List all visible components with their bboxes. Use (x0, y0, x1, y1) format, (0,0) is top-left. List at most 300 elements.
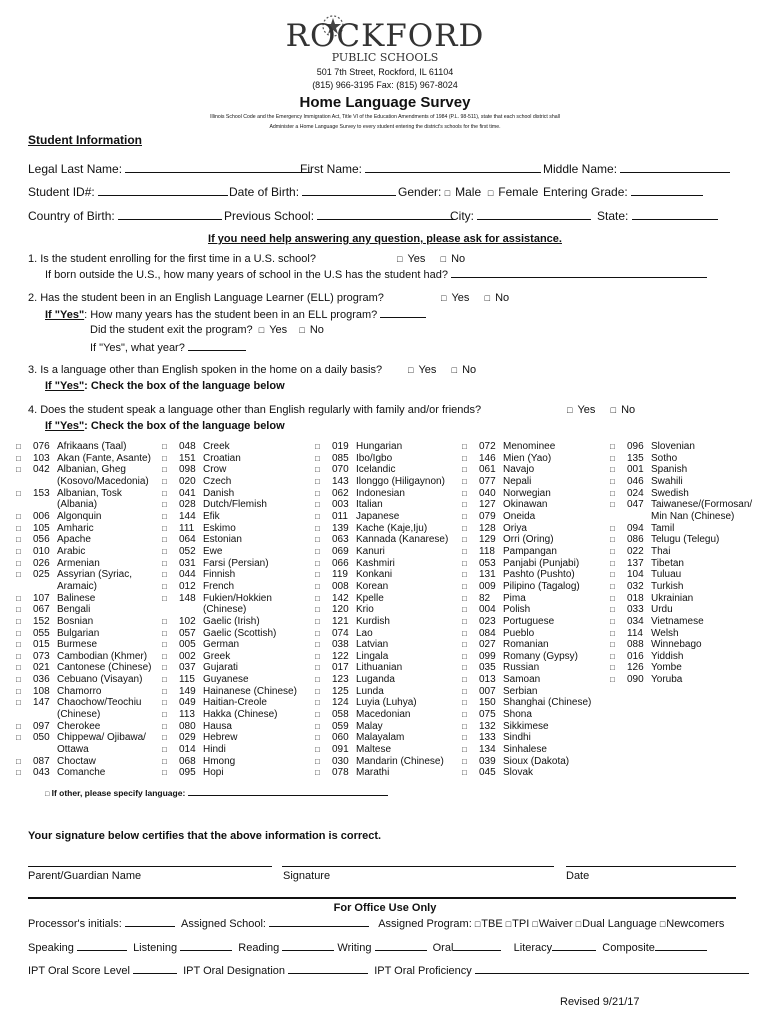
language-item[interactable] (315, 697, 448, 709)
q1-yes-checkbox-icon[interactable]: □ (397, 254, 403, 264)
language-item[interactable] (315, 488, 448, 500)
q1-years-field[interactable] (451, 268, 707, 278)
language-checkbox-icon[interactable]: □ (462, 686, 467, 696)
language-item[interactable] (162, 732, 297, 744)
processor-field[interactable] (125, 917, 175, 927)
language-item[interactable] (16, 441, 152, 453)
language-checkbox-icon[interactable]: □ (462, 640, 467, 650)
language-checkbox-icon[interactable]: □ (16, 523, 21, 533)
language-item[interactable] (462, 767, 591, 779)
language-checkbox-icon[interactable]: □ (462, 651, 467, 661)
middle-name-field[interactable] (620, 163, 730, 173)
language-checkbox-icon[interactable]: □ (16, 605, 21, 615)
language-item[interactable] (462, 511, 591, 523)
language-checkbox-icon[interactable]: □ (162, 442, 167, 451)
language-item[interactable] (162, 709, 297, 721)
language-checkbox-icon[interactable]: □ (462, 546, 467, 556)
language-item[interactable] (462, 593, 591, 605)
newcomers-checkbox-icon[interactable]: □ (659, 919, 666, 929)
language-item[interactable] (162, 546, 297, 558)
language-checkbox-icon[interactable]: □ (16, 570, 21, 580)
language-checkbox-icon[interactable]: □ (162, 476, 167, 486)
language-item[interactable] (315, 721, 448, 733)
language-item[interactable] (462, 499, 591, 511)
language-item[interactable] (315, 511, 448, 523)
language-item[interactable] (315, 546, 448, 558)
oral-field[interactable] (453, 941, 501, 951)
language-checkbox-icon[interactable]: □ (16, 535, 21, 545)
language-checkbox-icon[interactable]: □ (315, 733, 320, 743)
language-checkbox-icon[interactable]: □ (315, 488, 320, 498)
language-checkbox-icon[interactable]: □ (315, 581, 320, 591)
language-checkbox-icon[interactable]: □ (315, 593, 320, 603)
language-checkbox-icon[interactable]: □ (610, 453, 615, 463)
language-item[interactable] (610, 558, 752, 570)
language-item[interactable] (315, 558, 448, 570)
language-item[interactable] (16, 674, 152, 686)
language-item[interactable] (610, 499, 752, 511)
language-checkbox-icon[interactable]: □ (16, 698, 21, 708)
legal-last-name-field[interactable] (125, 163, 311, 173)
language-item[interactable] (462, 756, 591, 768)
language-item[interactable] (162, 756, 297, 768)
language-item[interactable] (162, 721, 297, 733)
language-item[interactable] (16, 651, 152, 663)
language-item[interactable] (315, 604, 448, 616)
language-checkbox-icon[interactable]: □ (462, 768, 467, 778)
language-item[interactable] (162, 744, 297, 756)
language-item[interactable] (462, 453, 591, 465)
language-item[interactable] (610, 546, 752, 558)
language-item[interactable] (462, 558, 591, 570)
entering-grade-field[interactable] (631, 186, 703, 196)
language-item[interactable] (162, 441, 297, 453)
language-item[interactable] (315, 756, 448, 768)
language-checkbox-icon[interactable]: □ (315, 768, 320, 778)
language-item[interactable] (610, 569, 752, 581)
language-checkbox-icon[interactable]: □ (16, 733, 21, 743)
language-checkbox-icon[interactable]: □ (162, 570, 167, 580)
language-checkbox-icon[interactable]: □ (16, 768, 21, 778)
language-checkbox-icon[interactable]: □ (162, 535, 167, 545)
literacy-field[interactable] (552, 941, 596, 951)
student-id-field[interactable] (98, 186, 228, 196)
language-checkbox-icon[interactable]: □ (162, 710, 167, 720)
language-checkbox-icon[interactable]: □ (315, 442, 320, 451)
language-item[interactable] (16, 593, 152, 605)
language-checkbox-icon[interactable]: □ (315, 500, 320, 510)
language-checkbox-icon[interactable]: □ (462, 756, 467, 766)
language-checkbox-icon[interactable]: □ (315, 675, 320, 685)
language-checkbox-icon[interactable]: □ (315, 663, 320, 673)
language-item[interactable] (315, 744, 448, 756)
first-name-field[interactable] (365, 163, 541, 173)
language-checkbox-icon[interactable]: □ (162, 663, 167, 673)
language-checkbox-icon[interactable]: □ (610, 500, 615, 510)
language-checkbox-icon[interactable]: □ (610, 663, 615, 673)
language-item[interactable] (315, 593, 448, 605)
language-checkbox-icon[interactable]: □ (462, 535, 467, 545)
language-item[interactable] (162, 616, 297, 628)
language-checkbox-icon[interactable]: □ (462, 488, 467, 498)
language-checkbox-icon[interactable]: □ (16, 593, 21, 603)
language-checkbox-icon[interactable]: □ (462, 453, 467, 463)
language-item[interactable] (162, 662, 297, 674)
language-item[interactable] (16, 732, 152, 744)
language-checkbox-icon[interactable]: □ (162, 675, 167, 685)
language-checkbox-icon[interactable]: □ (315, 616, 320, 626)
other-language-checkbox-icon[interactable]: □ (45, 791, 50, 798)
language-item[interactable] (315, 709, 448, 721)
speaking-field[interactable] (77, 941, 127, 951)
language-checkbox-icon[interactable]: □ (16, 663, 21, 673)
composite-field[interactable] (655, 941, 707, 951)
q2-years-field[interactable] (380, 308, 426, 318)
city-field[interactable] (477, 210, 591, 220)
language-checkbox-icon[interactable]: □ (16, 756, 21, 766)
language-item[interactable] (162, 593, 297, 605)
dual-language-checkbox-icon[interactable]: □ (575, 919, 582, 929)
language-checkbox-icon[interactable]: □ (462, 500, 467, 510)
language-checkbox-icon[interactable]: □ (162, 640, 167, 650)
language-item[interactable] (462, 674, 591, 686)
language-item[interactable] (315, 674, 448, 686)
language-checkbox-icon[interactable]: □ (315, 605, 320, 615)
language-item[interactable] (610, 441, 752, 453)
language-checkbox-icon[interactable]: □ (315, 628, 320, 638)
language-checkbox-icon[interactable]: □ (162, 523, 167, 533)
language-item[interactable] (462, 604, 591, 616)
date-line[interactable] (566, 866, 736, 867)
language-item[interactable] (610, 488, 752, 500)
language-item[interactable] (462, 628, 591, 640)
language-item[interactable] (315, 662, 448, 674)
language-checkbox-icon[interactable]: □ (315, 745, 320, 755)
language-checkbox-icon[interactable]: □ (162, 453, 167, 463)
language-checkbox-icon[interactable]: □ (315, 721, 320, 731)
language-checkbox-icon[interactable]: □ (462, 442, 467, 451)
language-item[interactable] (315, 732, 448, 744)
language-checkbox-icon[interactable]: □ (315, 651, 320, 661)
language-item[interactable] (315, 686, 448, 698)
language-item[interactable] (462, 744, 591, 756)
language-checkbox-icon[interactable]: □ (610, 616, 615, 626)
language-item[interactable] (16, 662, 152, 674)
q4-no-checkbox-icon[interactable]: □ (610, 405, 617, 415)
language-checkbox-icon[interactable]: □ (315, 523, 320, 533)
language-item[interactable] (162, 767, 297, 779)
parent-name-line[interactable] (28, 866, 272, 867)
language-item[interactable] (610, 639, 752, 651)
language-checkbox-icon[interactable]: □ (162, 488, 167, 498)
language-checkbox-icon[interactable]: □ (610, 675, 615, 685)
language-item[interactable] (315, 581, 448, 593)
ipt-score-field[interactable] (133, 964, 177, 974)
language-checkbox-icon[interactable]: □ (610, 535, 615, 545)
language-item[interactable] (16, 511, 152, 523)
language-item[interactable] (16, 756, 152, 768)
language-checkbox-icon[interactable]: □ (315, 570, 320, 580)
language-checkbox-icon[interactable]: □ (16, 640, 21, 650)
language-checkbox-icon[interactable]: □ (462, 733, 467, 743)
language-item[interactable] (462, 523, 591, 535)
language-checkbox-icon[interactable]: □ (315, 535, 320, 545)
language-item[interactable] (16, 604, 152, 616)
language-checkbox-icon[interactable]: □ (462, 745, 467, 755)
state-field[interactable] (632, 210, 718, 220)
language-item[interactable] (610, 476, 752, 488)
language-checkbox-icon[interactable]: □ (462, 710, 467, 720)
language-checkbox-icon[interactable]: □ (610, 628, 615, 638)
language-item[interactable] (610, 604, 752, 616)
language-item[interactable] (462, 709, 591, 721)
q1-no-checkbox-icon[interactable]: □ (440, 254, 447, 264)
country-field[interactable] (118, 210, 222, 220)
tpi-checkbox-icon[interactable]: □ (505, 919, 512, 929)
language-item[interactable] (462, 476, 591, 488)
language-checkbox-icon[interactable]: □ (610, 570, 615, 580)
language-checkbox-icon[interactable]: □ (610, 546, 615, 556)
q3-no-checkbox-icon[interactable]: □ (451, 365, 458, 375)
language-item[interactable] (315, 441, 448, 453)
language-checkbox-icon[interactable]: □ (16, 686, 21, 696)
language-item[interactable] (16, 616, 152, 628)
language-checkbox-icon[interactable]: □ (162, 511, 167, 521)
language-item[interactable] (462, 732, 591, 744)
language-checkbox-icon[interactable]: □ (162, 651, 167, 661)
language-item[interactable] (610, 523, 752, 535)
female-checkbox-icon[interactable]: □ (487, 188, 494, 198)
language-item[interactable] (16, 464, 152, 476)
language-checkbox-icon[interactable]: □ (16, 453, 21, 463)
language-checkbox-icon[interactable]: □ (610, 581, 615, 591)
language-checkbox-icon[interactable]: □ (462, 558, 467, 568)
language-checkbox-icon[interactable]: □ (315, 453, 320, 463)
language-item[interactable] (162, 569, 297, 581)
language-item[interactable] (462, 616, 591, 628)
language-item[interactable] (162, 674, 297, 686)
language-item[interactable] (162, 499, 297, 511)
language-checkbox-icon[interactable]: □ (315, 558, 320, 568)
language-checkbox-icon[interactable]: □ (462, 511, 467, 521)
listening-field[interactable] (180, 941, 232, 951)
language-checkbox-icon[interactable]: □ (462, 465, 467, 475)
language-checkbox-icon[interactable]: □ (162, 558, 167, 568)
language-checkbox-icon[interactable]: □ (16, 721, 21, 731)
language-item[interactable] (16, 534, 152, 546)
language-checkbox-icon[interactable]: □ (610, 442, 615, 451)
language-checkbox-icon[interactable]: □ (462, 523, 467, 533)
language-checkbox-icon[interactable]: □ (162, 686, 167, 696)
language-item[interactable] (462, 686, 591, 698)
language-checkbox-icon[interactable]: □ (16, 558, 21, 568)
language-checkbox-icon[interactable]: □ (462, 476, 467, 486)
language-item[interactable] (162, 534, 297, 546)
language-item[interactable] (162, 639, 297, 651)
language-checkbox-icon[interactable]: □ (610, 465, 615, 475)
language-item[interactable] (462, 569, 591, 581)
language-item[interactable] (162, 697, 297, 709)
language-item[interactable] (315, 523, 448, 535)
language-item[interactable] (315, 453, 448, 465)
language-checkbox-icon[interactable]: □ (162, 733, 167, 743)
language-checkbox-icon[interactable]: □ (162, 616, 167, 626)
language-checkbox-icon[interactable]: □ (162, 721, 167, 731)
language-checkbox-icon[interactable]: □ (610, 651, 615, 661)
language-item[interactable] (610, 581, 752, 593)
ipt-designation-field[interactable] (288, 964, 368, 974)
language-checkbox-icon[interactable]: □ (315, 465, 320, 475)
language-checkbox-icon[interactable]: □ (610, 488, 615, 498)
language-item[interactable] (610, 674, 752, 686)
waiver-checkbox-icon[interactable]: □ (532, 919, 538, 929)
language-checkbox-icon[interactable]: □ (16, 511, 21, 521)
language-item[interactable] (315, 767, 448, 779)
language-item[interactable] (162, 511, 297, 523)
language-item[interactable] (610, 534, 752, 546)
language-item[interactable] (610, 628, 752, 640)
language-checkbox-icon[interactable]: □ (610, 605, 615, 615)
language-checkbox-icon[interactable]: □ (162, 465, 167, 475)
language-checkbox-icon[interactable]: □ (462, 605, 467, 615)
language-checkbox-icon[interactable]: □ (315, 698, 320, 708)
language-checkbox-icon[interactable]: □ (162, 581, 167, 591)
language-checkbox-icon[interactable]: □ (162, 768, 167, 778)
language-item[interactable] (16, 767, 152, 779)
language-checkbox-icon[interactable]: □ (16, 488, 21, 498)
language-checkbox-icon[interactable]: □ (462, 593, 467, 603)
language-item[interactable] (462, 697, 591, 709)
language-checkbox-icon[interactable]: □ (162, 698, 167, 708)
language-item[interactable] (462, 488, 591, 500)
language-item[interactable] (610, 464, 752, 476)
language-item[interactable] (16, 721, 152, 733)
language-checkbox-icon[interactable]: □ (462, 721, 467, 731)
language-checkbox-icon[interactable]: □ (610, 640, 615, 650)
language-checkbox-icon[interactable]: □ (462, 570, 467, 580)
language-checkbox-icon[interactable]: □ (162, 593, 167, 603)
language-checkbox-icon[interactable]: □ (16, 616, 21, 626)
language-item[interactable] (462, 534, 591, 546)
language-checkbox-icon[interactable]: □ (610, 476, 615, 486)
language-checkbox-icon[interactable]: □ (162, 745, 167, 755)
q2-no-checkbox-icon[interactable]: □ (484, 293, 491, 303)
language-checkbox-icon[interactable]: □ (315, 710, 320, 720)
language-item[interactable] (610, 453, 752, 465)
language-item[interactable] (315, 639, 448, 651)
language-item[interactable] (162, 523, 297, 535)
language-item[interactable] (16, 488, 152, 500)
language-item[interactable] (315, 616, 448, 628)
language-item[interactable] (16, 686, 152, 698)
language-checkbox-icon[interactable]: □ (610, 523, 615, 533)
q2-year-field[interactable] (188, 341, 246, 351)
ipt-proficiency-field[interactable] (475, 964, 749, 974)
dob-field[interactable] (302, 186, 396, 196)
other-language-field[interactable] (188, 788, 388, 796)
previous-school-field[interactable] (317, 210, 455, 220)
language-checkbox-icon[interactable]: □ (462, 628, 467, 638)
assigned-school-field[interactable] (269, 917, 369, 927)
male-checkbox-icon[interactable]: □ (444, 188, 451, 198)
language-item[interactable] (315, 569, 448, 581)
q2-yes-checkbox-icon[interactable]: □ (441, 293, 447, 303)
language-item[interactable] (462, 441, 591, 453)
language-checkbox-icon[interactable]: □ (610, 558, 615, 568)
language-checkbox-icon[interactable]: □ (16, 651, 21, 661)
language-item[interactable] (162, 628, 297, 640)
language-item[interactable] (462, 651, 591, 663)
language-item[interactable] (462, 662, 591, 674)
language-item[interactable] (462, 464, 591, 476)
language-item[interactable] (315, 651, 448, 663)
language-checkbox-icon[interactable]: □ (162, 500, 167, 510)
reading-field[interactable] (282, 941, 334, 951)
language-item[interactable] (315, 476, 448, 488)
language-item[interactable] (162, 464, 297, 476)
language-item[interactable] (315, 499, 448, 511)
language-item[interactable] (315, 464, 448, 476)
language-item[interactable] (162, 476, 297, 488)
language-checkbox-icon[interactable]: □ (610, 593, 615, 603)
language-item[interactable] (610, 593, 752, 605)
language-item[interactable] (610, 651, 752, 663)
language-checkbox-icon[interactable]: □ (315, 476, 320, 486)
language-item[interactable] (16, 523, 152, 535)
language-item[interactable] (462, 721, 591, 733)
language-item[interactable] (162, 558, 297, 570)
language-checkbox-icon[interactable]: □ (16, 675, 21, 685)
language-checkbox-icon[interactable]: □ (315, 686, 320, 696)
language-item[interactable] (610, 616, 752, 628)
language-item[interactable] (162, 581, 297, 593)
language-item[interactable] (462, 639, 591, 651)
language-checkbox-icon[interactable]: □ (16, 442, 21, 451)
language-checkbox-icon[interactable]: □ (16, 628, 21, 638)
language-item[interactable] (162, 686, 297, 698)
language-checkbox-icon[interactable]: □ (162, 628, 167, 638)
language-item[interactable] (315, 534, 448, 546)
language-item[interactable] (162, 651, 297, 663)
q2-exit-yes-checkbox-icon[interactable]: □ (258, 325, 265, 335)
q2-exit-no-checkbox-icon[interactable]: □ (299, 325, 305, 335)
language-checkbox-icon[interactable]: □ (315, 546, 320, 556)
language-item[interactable] (462, 581, 591, 593)
language-checkbox-icon[interactable]: □ (315, 640, 320, 650)
language-checkbox-icon[interactable]: □ (462, 675, 467, 685)
writing-field[interactable] (375, 941, 427, 951)
language-checkbox-icon[interactable]: □ (162, 546, 167, 556)
language-checkbox-icon[interactable]: □ (462, 616, 467, 626)
language-item[interactable] (162, 453, 297, 465)
language-item[interactable] (315, 628, 448, 640)
language-item[interactable] (16, 628, 152, 640)
language-checkbox-icon[interactable]: □ (315, 756, 320, 766)
language-item[interactable] (16, 569, 152, 581)
language-item[interactable] (16, 546, 152, 558)
signature-line[interactable] (282, 866, 554, 867)
language-checkbox-icon[interactable]: □ (16, 546, 21, 556)
language-checkbox-icon[interactable]: □ (16, 465, 21, 475)
q4-yes-checkbox-icon[interactable]: □ (567, 405, 573, 415)
language-checkbox-icon[interactable]: □ (315, 511, 320, 521)
language-item[interactable] (610, 662, 752, 674)
language-checkbox-icon[interactable]: □ (162, 756, 167, 766)
language-item[interactable] (16, 639, 152, 651)
language-item[interactable] (162, 488, 297, 500)
language-item[interactable] (462, 546, 591, 558)
language-item[interactable] (16, 558, 152, 570)
